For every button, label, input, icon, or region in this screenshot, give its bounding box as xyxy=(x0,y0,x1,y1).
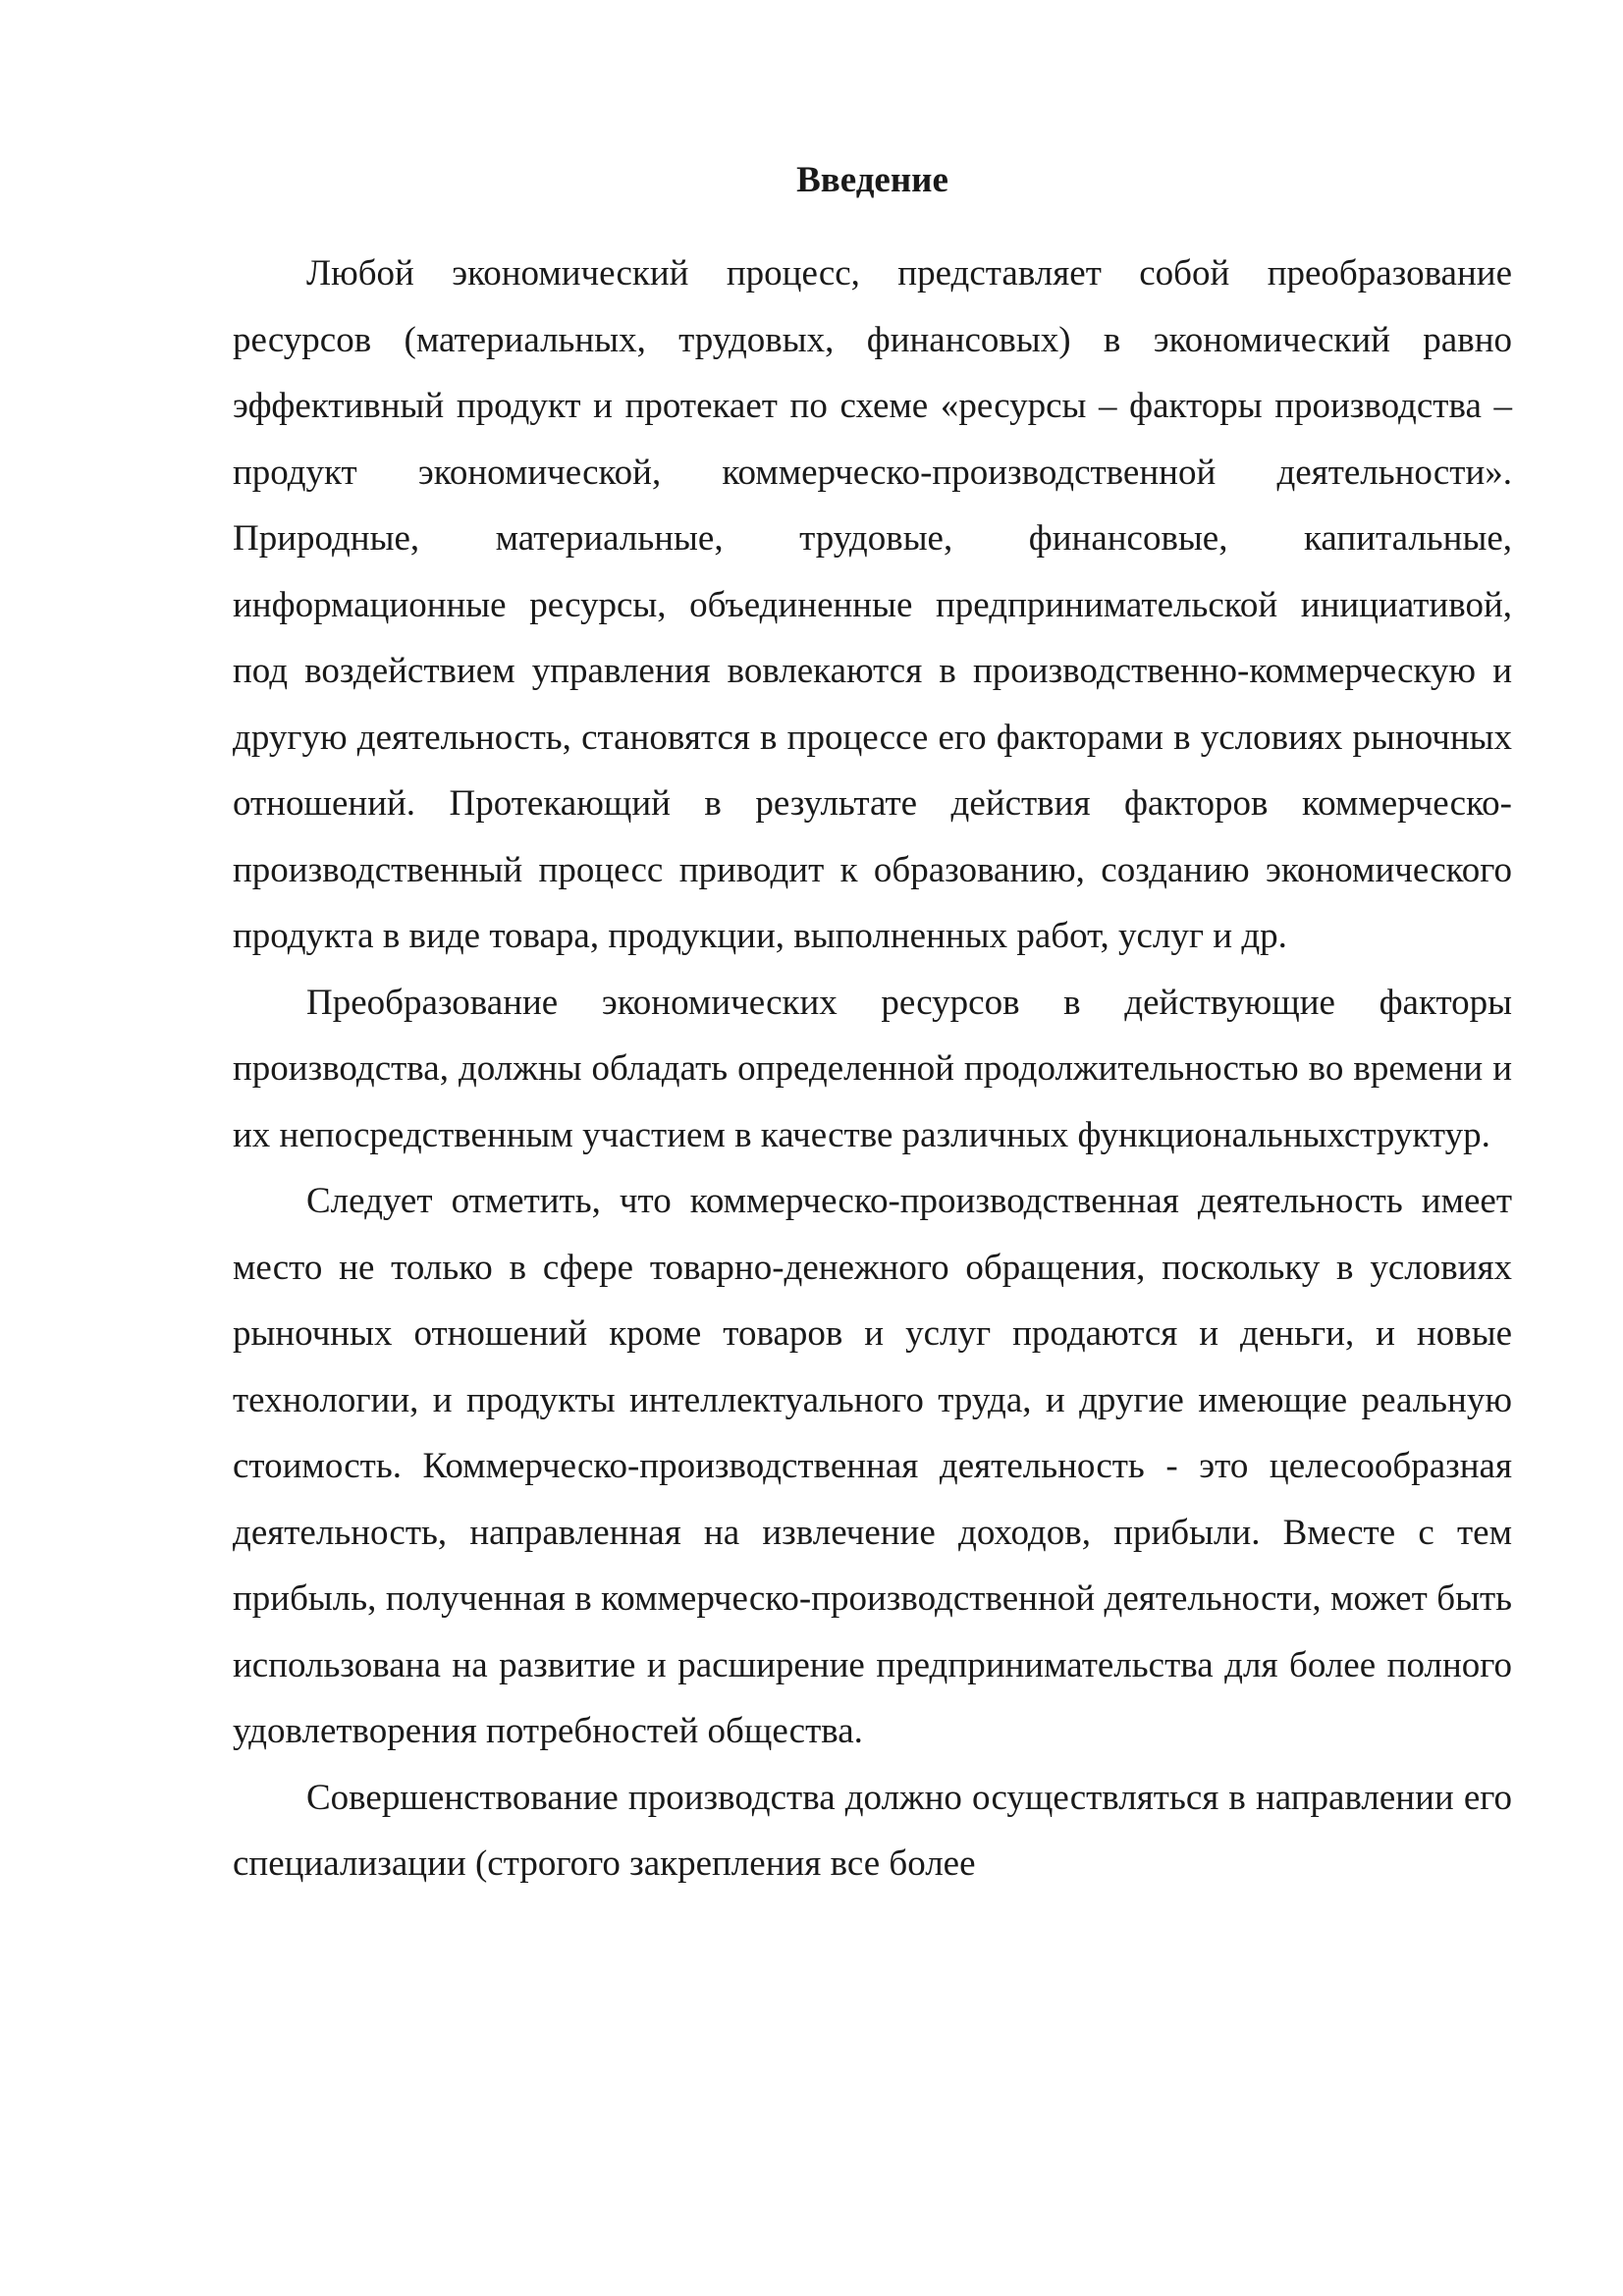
paragraph-2: Преобразование экономических ресурсов в действующие факторы производства, должны обладать определенной продолжительностью во времени и их непосредственным участием в качестве различных функциональныхструктур. xyxy=(233,982,1512,1155)
paragraph-4: Совершенствование производства должно осуществляться в направлении его специализации (строгого закрепления все более xyxy=(233,1777,1512,1884)
paragraph-1: Любой экономический процесс, представляет собой преобразование ресурсов (материальных, трудовых, финансовых) в экономический равно эффективный продукт и протекает по схеме «ресурсы – факторы производства – продукт экономической, коммерческо-производственной деятельности». Природные, материальные, трудовые, финансовые, капитальные, информационные ресурсы, объединенные предпринимательской инициативой, под воздействием управления вовлекаются в производственно-коммерческую и другую деятельность, становятся в процессе его факторами в условиях рыночных отношений. Протекающий в результате действия факторов коммерческо-производственный процесс приводит к образованию, созданию экономического продукта в виде товара, продукции, выполненных работ, услуг и др. xyxy=(233,253,1512,956)
paragraph-3: Следует отметить, что коммерческо-производственная деятельность имеет место не только в сфере товарно-денежного обращения, поскольку в условиях рыночных отношений кроме товаров и услуг продаются и деньги, и новые технологии, и продукты интеллектуального труда, и другие имеющие реальную стоимость. Коммерческо-производственная деятельность - это целесообразная деятельность, направленная на извлечение доходов, прибыли. Вместе с тем прибыль, полученная в коммерческо-производственной деятельности, может быть использована на развитие и расширение предпринимательства для более полного удовлетворения потребностей общества. xyxy=(233,1181,1512,1751)
page-content xyxy=(233,147,1512,1897)
page-title: Введение xyxy=(796,160,948,200)
